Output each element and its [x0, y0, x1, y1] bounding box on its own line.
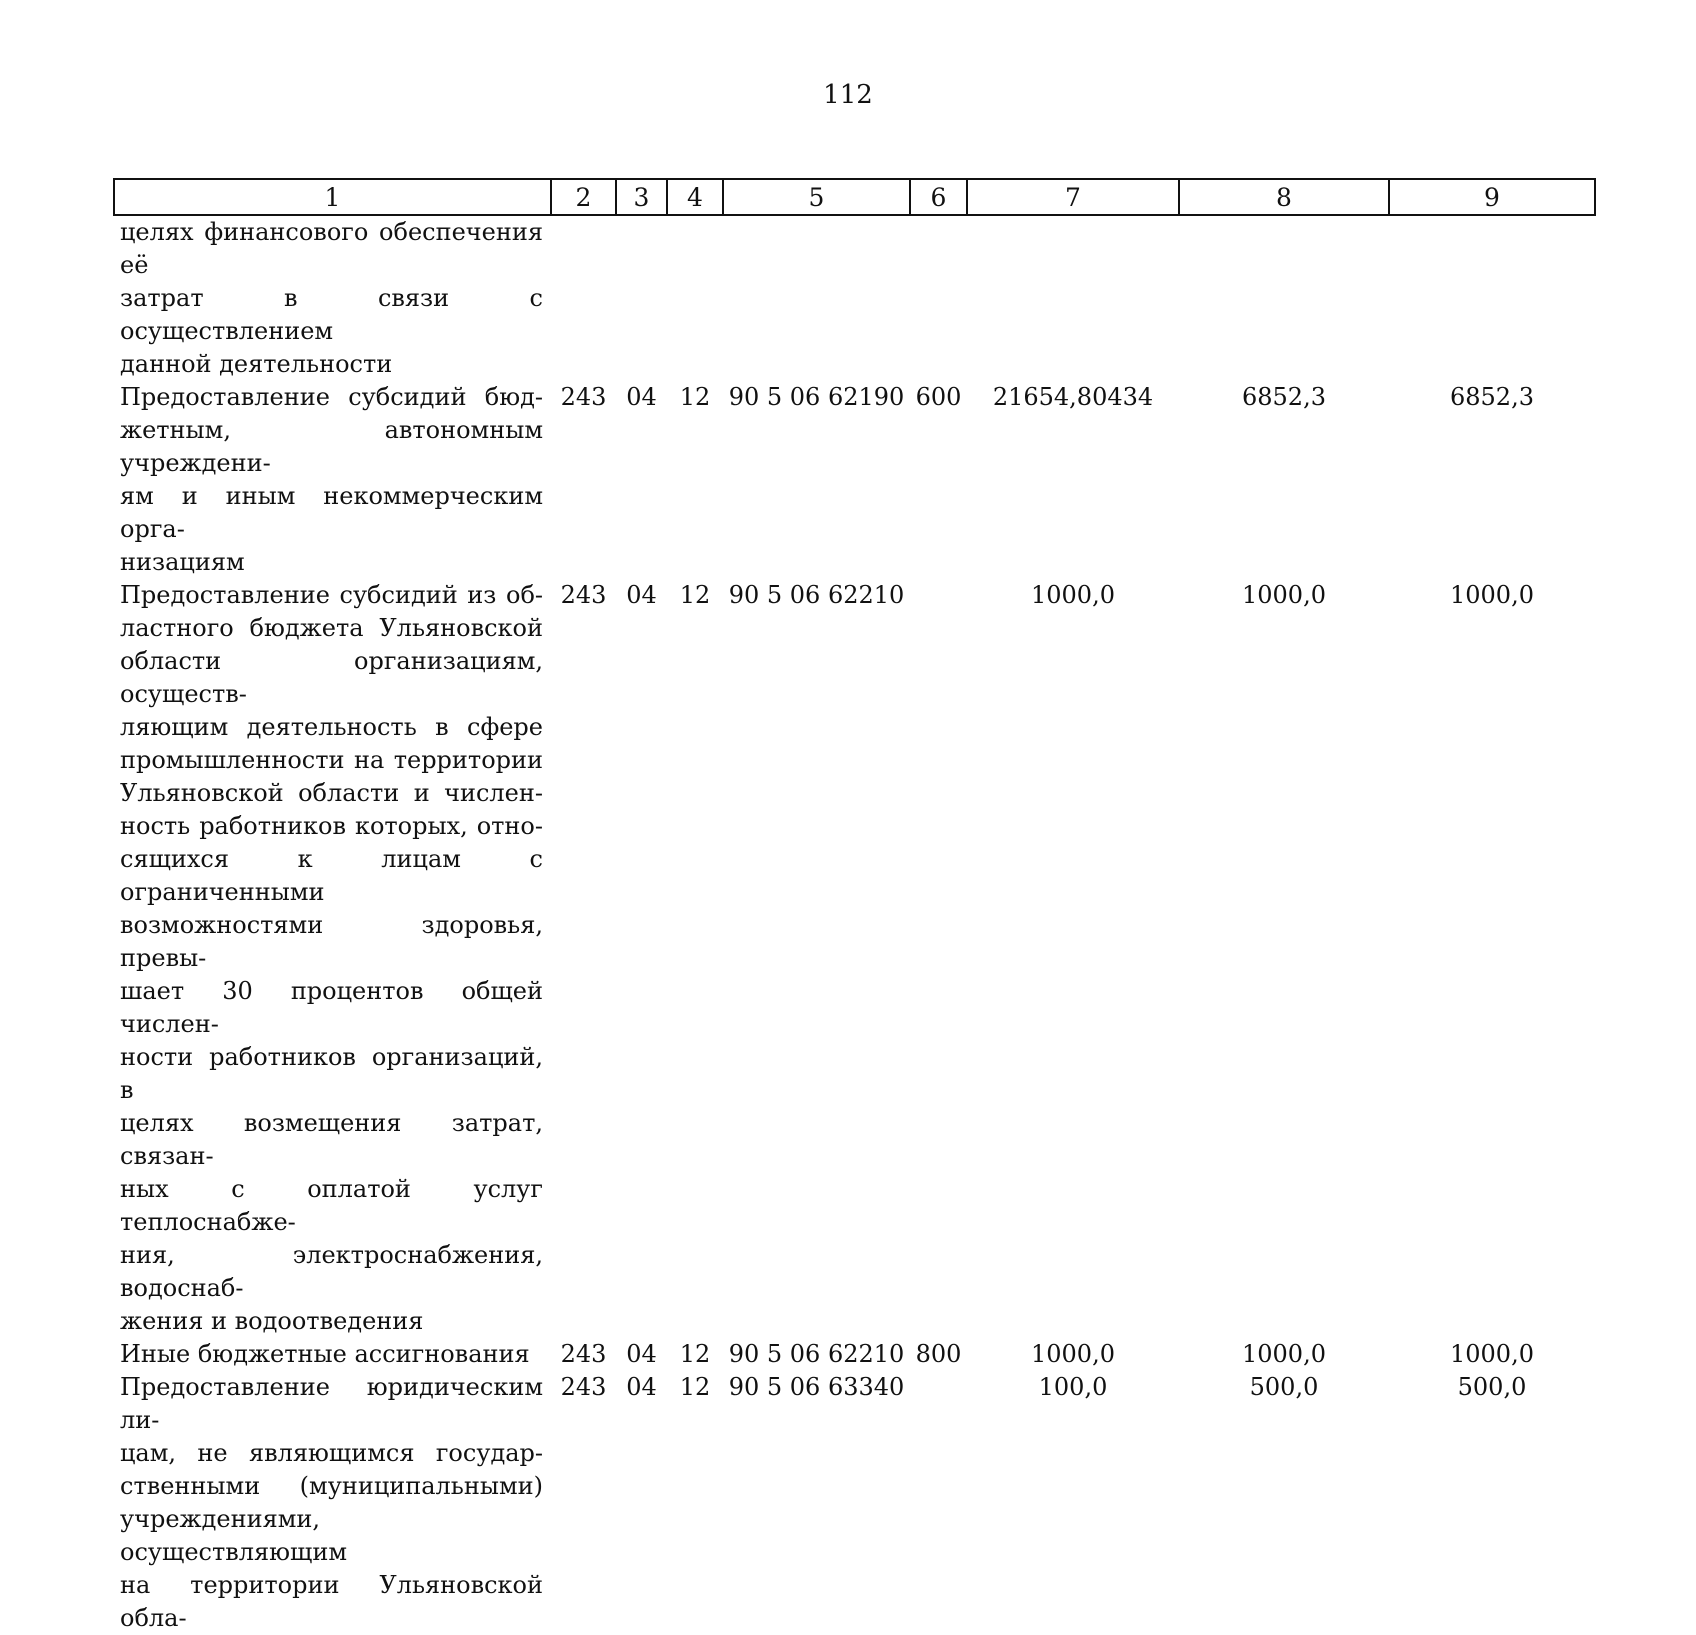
description-line: целях возмещения затрат, связан- — [120, 1109, 543, 1170]
row-description — [114, 1371, 551, 1635]
description-line: целях финансового обеспечения её — [120, 218, 543, 279]
column-header-8: 8 — [1179, 179, 1389, 215]
description-line: Предоставление юридическим ли- — [120, 1373, 543, 1434]
cell-target-code: 90 5 06 62210 — [728, 581, 905, 609]
column-header-4: 4 — [667, 179, 723, 215]
description-line: данной деятельности — [120, 350, 393, 378]
description-line: учреждениями, осуществляющим — [120, 1505, 348, 1566]
cell-amount-8: 500,0 — [1249, 1373, 1319, 1401]
cell-col-4: 12 — [679, 581, 711, 609]
cell-amount-9: 1000,0 — [1450, 581, 1534, 609]
cell-amount-8: 1000,0 — [1242, 1340, 1326, 1368]
description-line: ность работников которых, отно- — [120, 812, 543, 840]
cell-col-2: 243 — [560, 581, 607, 609]
description-line: Предоставление субсидий бюд- — [120, 383, 543, 411]
cell-amount-7: 1000,0 — [1031, 581, 1115, 609]
column-header-1: 1 — [114, 179, 551, 215]
cell-target-code: 90 5 06 63340 — [728, 1373, 905, 1401]
cell-amount-7: 1000,0 — [1031, 1340, 1115, 1368]
cell-col-3: 04 — [626, 383, 657, 411]
description-line: ляющим деятельность в сфере — [120, 713, 543, 741]
table-row — [114, 579, 1595, 1338]
column-header-3: 3 — [616, 179, 667, 215]
description-line: низациям — [120, 548, 245, 576]
cell-col-2: 243 — [560, 383, 607, 411]
budget-table — [113, 178, 1596, 1635]
cell-col-2 — [551, 215, 616, 381]
cell-amount-7: 21654,80434 — [992, 383, 1154, 411]
description-line: затрат в связи с осуществлением — [120, 284, 543, 345]
cell-col-4: 12 — [679, 1340, 711, 1368]
cell-amount-8 — [1179, 215, 1389, 381]
table-row — [114, 1338, 1595, 1371]
description-line: ности работников организаций, в — [120, 1043, 543, 1104]
cell-col-3: 04 — [626, 581, 657, 609]
description-line: жетным, автономным учреждени- — [120, 416, 543, 477]
cell-amount-7: 100,0 — [1038, 1373, 1108, 1401]
cell-amount-9: 500,0 — [1457, 1373, 1527, 1401]
cell-amount-9: 6852,3 — [1450, 383, 1534, 411]
cell-col-2: 243 — [560, 1373, 607, 1401]
cell-amount-7 — [967, 215, 1179, 381]
description-line: ния, электроснабжения, водоснаб- — [120, 1241, 543, 1302]
column-header-9: 9 — [1389, 179, 1595, 215]
description-line: промышленности на территории — [120, 746, 543, 774]
row-description — [114, 579, 551, 1338]
description-line: на территории Ульяновской обла- — [120, 1571, 543, 1632]
cell-amount-8: 6852,3 — [1242, 383, 1326, 411]
row-description — [114, 215, 551, 381]
description-line: области организациям, осуществ- — [120, 647, 543, 708]
description-line: ных с оплатой услуг теплоснабже- — [120, 1175, 543, 1236]
cell-col-4 — [667, 215, 723, 381]
description-line: сящихся к лицам с ограниченными — [120, 845, 543, 906]
cell-expense-type: 600 — [915, 383, 962, 411]
description-line: ям и иным некоммерческим орга- — [120, 482, 543, 543]
cell-target-code: 90 5 06 62210 — [728, 1340, 905, 1368]
cell-amount-8: 1000,0 — [1242, 581, 1326, 609]
cell-col-2: 243 — [560, 1340, 607, 1368]
page-number: 112 — [823, 80, 873, 110]
cell-col-3 — [616, 215, 667, 381]
cell-expense-type — [910, 215, 967, 381]
description-line: ственными (муниципальными) — [120, 1472, 543, 1500]
description-line: цам, не являющимся государ- — [120, 1439, 543, 1467]
row-description — [114, 381, 551, 579]
description-line: Ульяновской области и числен- — [120, 779, 543, 807]
table-row — [114, 215, 1595, 381]
column-header-2: 2 — [551, 179, 616, 215]
cell-amount-9: 1000,0 — [1450, 1340, 1534, 1368]
description-line: шает 30 процентов общей числен- — [120, 977, 543, 1038]
cell-col-3: 04 — [626, 1373, 657, 1401]
column-header-6: 6 — [910, 179, 967, 215]
cell-expense-type — [910, 1371, 967, 1635]
cell-col-4: 12 — [679, 383, 711, 411]
column-header-5: 5 — [723, 179, 910, 215]
description-line: возможностями здоровья, превы- — [120, 911, 543, 972]
cell-col-3: 04 — [626, 1340, 657, 1368]
description-line: Предоставление субсидий из об- — [120, 581, 543, 609]
description-line: Иные бюджетные ассигнования — [120, 1340, 530, 1368]
cell-amount-9 — [1389, 215, 1595, 381]
header-row — [114, 179, 1595, 215]
cell-expense-type — [910, 579, 967, 1338]
column-header-7: 7 — [967, 179, 1179, 215]
description-line: ластного бюджета Ульяновской — [120, 614, 543, 642]
cell-target-code — [723, 215, 910, 381]
description-line: жения и водоотведения — [120, 1307, 424, 1335]
table-row — [114, 381, 1595, 579]
cell-col-4: 12 — [679, 1373, 711, 1401]
row-description — [114, 1338, 551, 1371]
cell-target-code: 90 5 06 62190 — [728, 383, 905, 411]
cell-expense-type: 800 — [915, 1340, 962, 1368]
table-body — [114, 215, 1595, 1635]
table-row — [114, 1371, 1595, 1635]
